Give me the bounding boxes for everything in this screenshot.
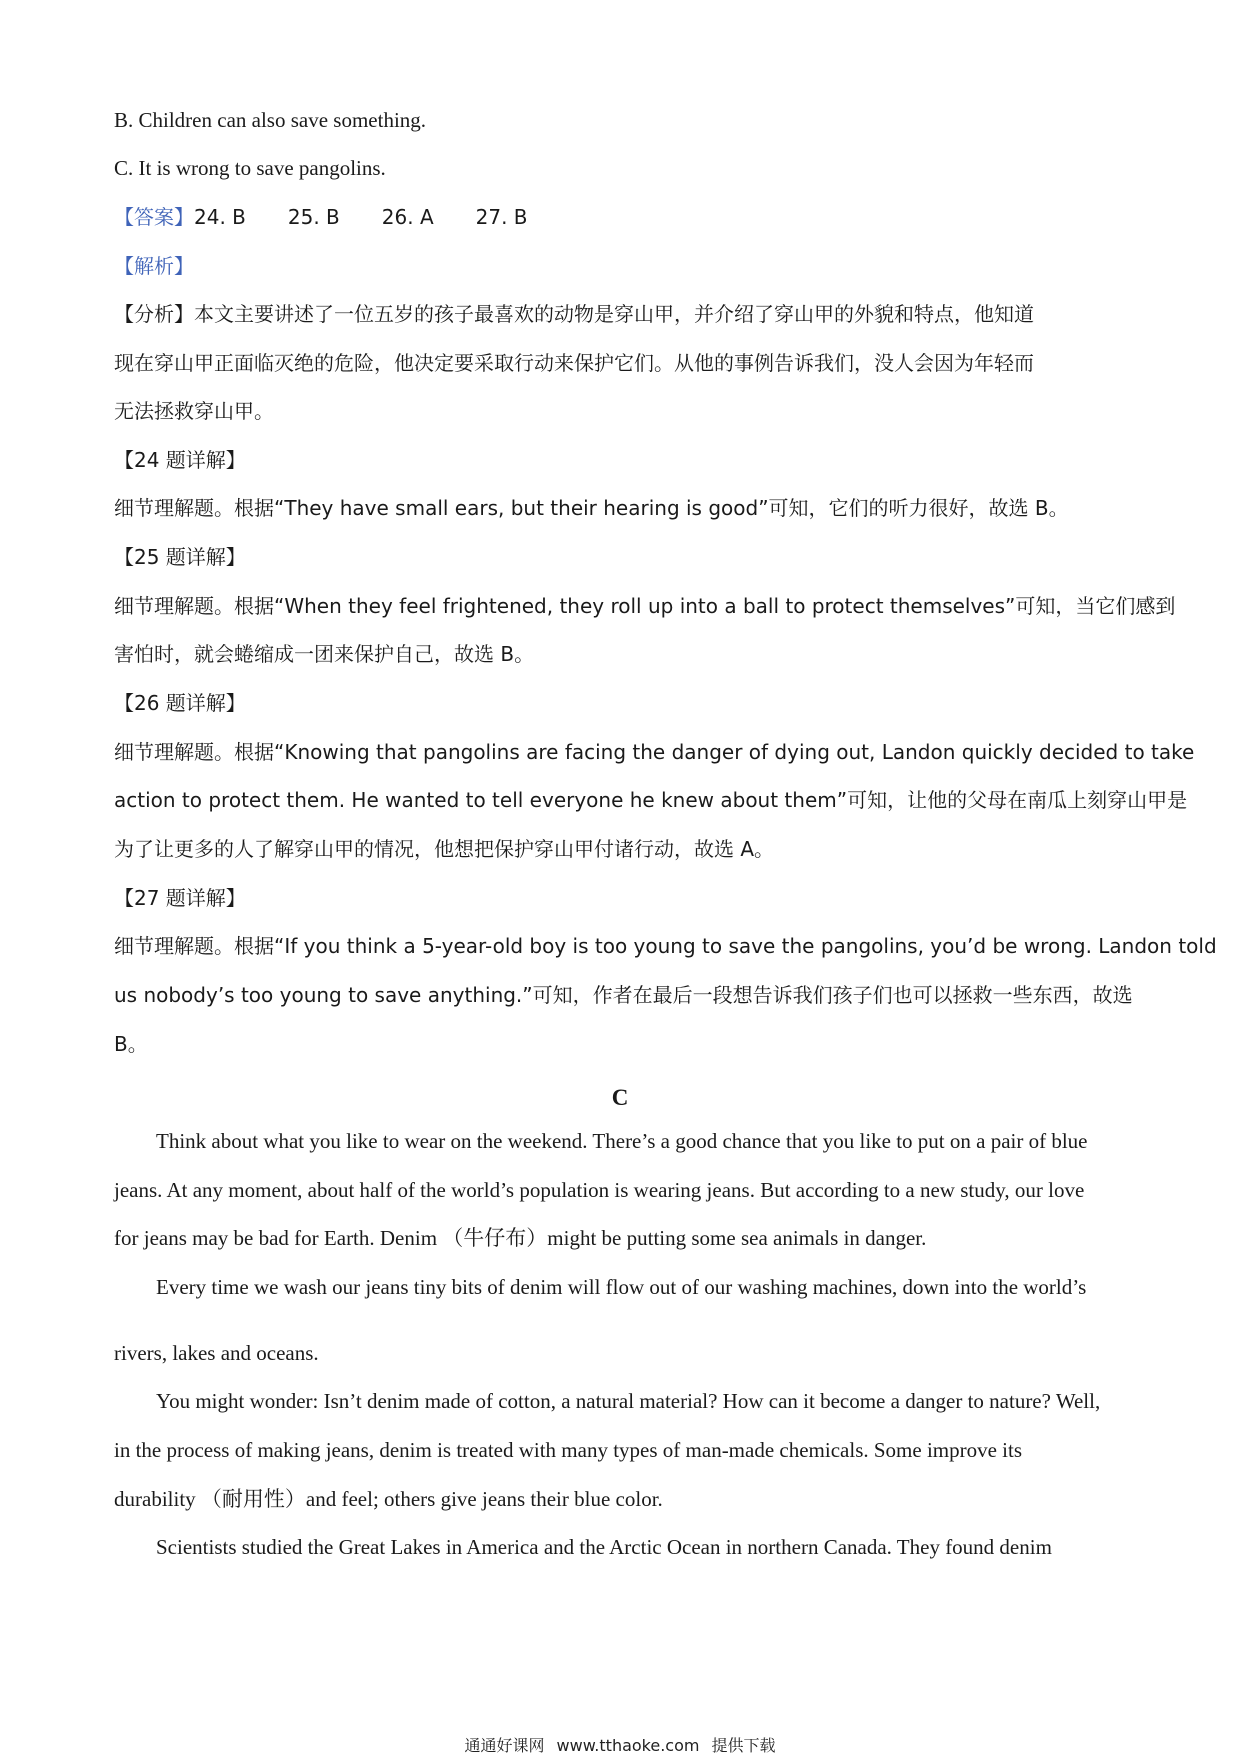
- answer-item: 27. B: [475, 205, 528, 229]
- option-c: C. It is wrong to save pangolins.: [114, 156, 386, 180]
- analysis-tag: 【解析】: [114, 254, 194, 278]
- q26-explanation: 为了让更多的人了解穿山甲的情况，他想把保护穿山甲付诸行动，故选 A。: [114, 837, 775, 861]
- q26-explanation: action to protect them. He wanted to tell everyone he knew about them”可知，让他的父母在南瓜上刻穿山甲是: [114, 788, 1188, 812]
- q27-explanation: us nobody’s too young to save anything.”可知，作者在最后一段想告诉我们孩子们也可以拯救一些东西，故选: [114, 983, 1133, 1007]
- footer-url[interactable]: www.tthaoke.com: [556, 1736, 700, 1755]
- passage-line: Scientists studied the Great Lakes in America and the Arctic Ocean in northern Canada. They found denim: [156, 1535, 1052, 1559]
- footer-note: 提供下载: [711, 1736, 776, 1755]
- passage-line: rivers, lakes and oceans.: [114, 1341, 319, 1365]
- q25-explanation: 细节理解题。根据“When they feel frightened, they roll up into a ball to protect themselves”可知，当它们感到: [114, 594, 1176, 618]
- q26-explanation: 细节理解题。根据“Knowing that pangolins are facing the danger of dying out, Landon quickly decided to take: [114, 740, 1195, 764]
- analysis-summary-line: 【分析】本文主要讲述了一位五岁的孩子最喜欢的动物是穿山甲，并介绍了穿山甲的外貌和特点，他知道: [114, 302, 1034, 326]
- q27-explanation: B。: [114, 1032, 148, 1056]
- option-b: B. Children can also save something.: [114, 108, 427, 132]
- passage-line: Every time we wash our jeans tiny bits of denim will flow out of our washing machines, down into the world’s: [156, 1275, 1087, 1299]
- analysis-summary-line: 现在穿山甲正面临灭绝的危险，他决定要采取行动来保护它们。从他的事例告诉我们，没人会因为年轻而: [114, 351, 1034, 375]
- passage-line: for jeans may be bad for Earth. Denim （牛仔布）might be putting some sea animals in danger.: [114, 1226, 927, 1250]
- answer-tag: 【答案】: [114, 205, 194, 229]
- q24-title: 【24 题详解】: [114, 448, 246, 472]
- q27-title: 【27 题详解】: [114, 886, 246, 910]
- footer-site-name: 通通好课网: [464, 1736, 545, 1755]
- passage-line: jeans. At any moment, about half of the world’s population is wearing jeans. But according to a new study, our love: [114, 1178, 1085, 1202]
- passage-line: durability （耐用性）and feel; others give jeans their blue color.: [114, 1487, 663, 1511]
- answer-item: 26. A: [381, 205, 434, 229]
- passage-line: in the process of making jeans, denim is treated with many types of man-made chemicals. Some improve its: [114, 1438, 1023, 1462]
- answer-item: 25. B: [287, 205, 340, 229]
- page-footer: [0, 1733, 1240, 1756]
- passage-line: Think about what you like to wear on the weekend. There’s a good chance that you like to put on a pair of blue: [156, 1129, 1088, 1153]
- q25-explanation: 害怕时，就会蜷缩成一团来保护自己，故选 B。: [114, 642, 535, 666]
- answer-line: [114, 207, 528, 227]
- passage-line: You might wonder: Isn’t denim made of cotton, a natural material? How can it become a danger to nature? Well,: [156, 1389, 1101, 1413]
- q24-explanation: 细节理解题。根据“They have small ears, but their hearing is good”可知，它们的听力很好，故选 B。: [114, 496, 1069, 520]
- q25-title: 【25 题详解】: [114, 545, 246, 569]
- analysis-summary-line: 无法拯救穿山甲。: [114, 399, 274, 423]
- q26-title: 【26 题详解】: [114, 691, 246, 715]
- passage-heading: C: [611, 1085, 629, 1110]
- q27-explanation: 细节理解题。根据“If you think a 5-year-old boy is too young to save the pangolins, you’d be wrong. Landon told: [114, 934, 1217, 958]
- answer-item: 24. B: [194, 205, 246, 229]
